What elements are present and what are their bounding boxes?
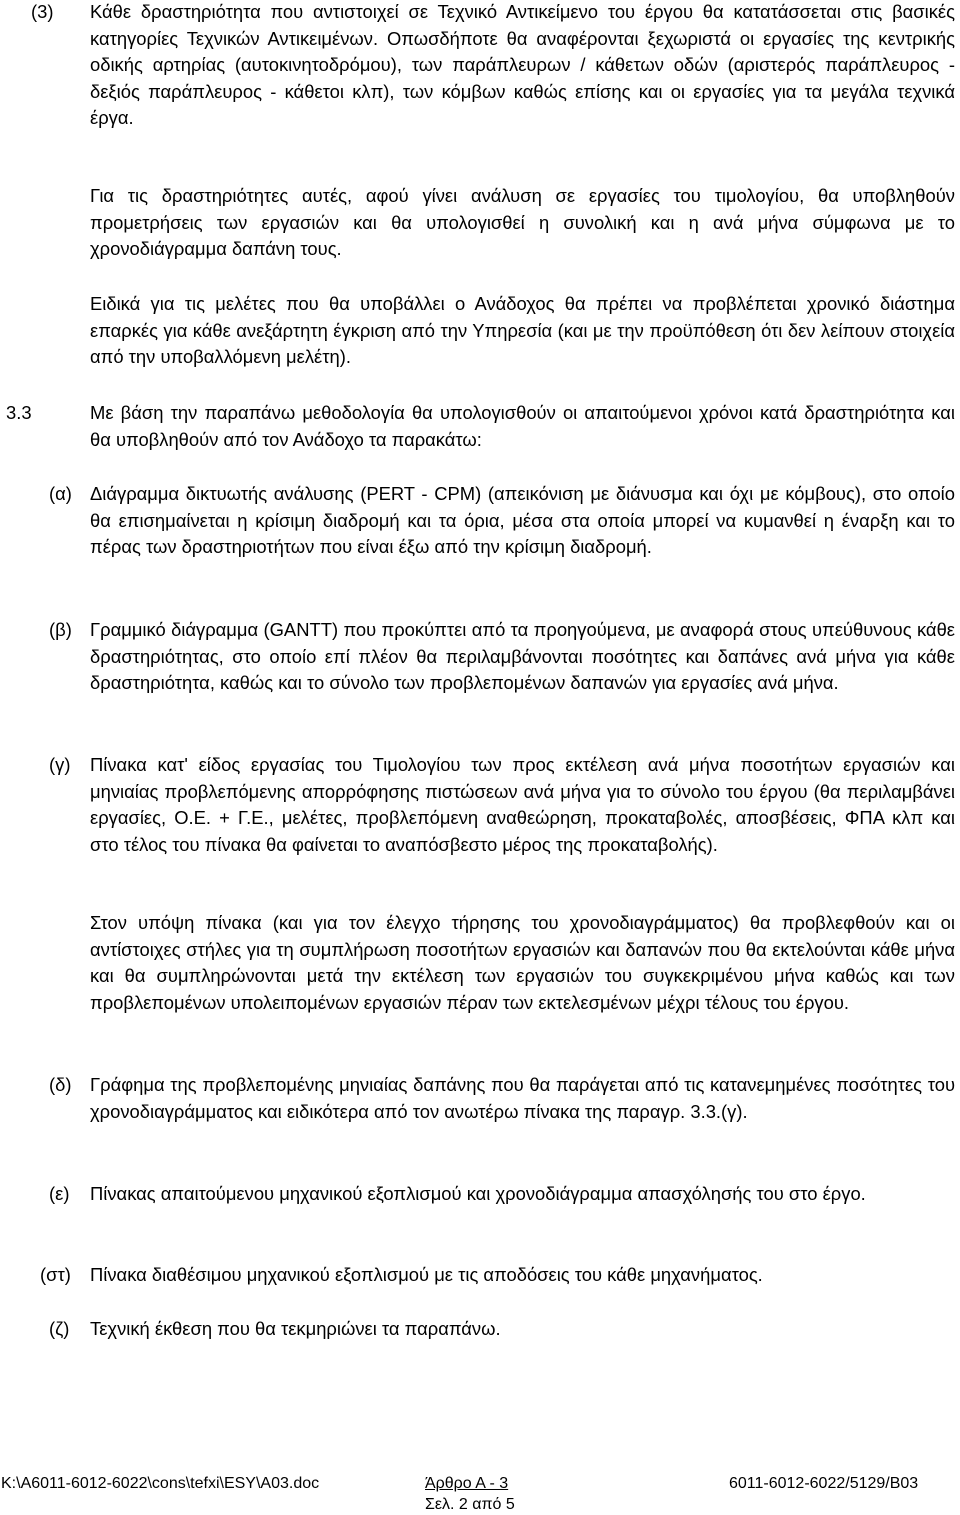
footer-file-path: K:\A6011-6012-6022\cons\tefxi\ESY\A03.doc (1, 1475, 320, 1492)
item-label: (α) (49, 483, 72, 504)
item-label: (στ) (40, 1264, 71, 1285)
item-text: Διάγραμμα δικτυωτής ανάλυσης (PERT - CPM) (απεικόνιση με διάνυσμα και όχι με κόμβους), στο οποίο θα επισημαίνεται η κρίσιμη διαδρομή και τα όρια, μέσα στα οποία μπορεί να κυμανθεί η έναρξη και το πέρας των δραστηριοτήτων που είναι έξω από την κρίσιμη διαδρομή. (90, 483, 955, 557)
item-text: Γραμμικό διάγραμμα (GANTT) που προκύπτει από τα προηγούμενα, με αναφορά στους υπεύθυνους κάθε δραστηριότητας, στο οποίο επί πλέον θα περιλαμβάνονται ποσότητες και δαπάνες ανά μήνα για κάθε δραστηριότητα, καθώς και το σύνολο των προβλεπομένων δαπανών για εργασίες ανά μήνα. (90, 619, 955, 693)
item-label: (3) (31, 1, 54, 22)
footer-page-number: Σελ. 2 από 5 (425, 1496, 515, 1513)
paragraph: Για τις δραστηριότητες αυτές, αφού γίνει ανάλυση σε εργασίες του τιμολογίου, θα υποβληθούν προμετρήσεις των εργασιών και θα υπολογισθεί η συνολική και η ανά μήνα σύμφωνα με το χρονοδιάγραμμα δαπάνη τους. (90, 185, 955, 259)
item-text: Γράφημα της προβλεπομένης μηνιαίας δαπάνης που θα παράγεται από τις κατανεμημένες ποσότητες του χρονοδιαγράμματος και ειδικότερα από τον ανωτέρω πίνακα της παραγρ. 3.3.(γ). (90, 1074, 955, 1122)
paragraph: Στον υπόψη πίνακα (και για τον έλεγχο τήρησης του χρονοδιαγράμματος) θα προβλεφθούν και οι αντίστοιχες στήλες για τη συμπλήρωση ποσοτήτων εργασιών και δαπανών που θα εκτελούνται κάθε μήνα και θα συμπληρώνονται μετά την εκτέλεση των εργασιών του συγκεκριμένου μήνα καθώς και των προβλεπομένων υπολειπομένων εργασιών πέραν των εκτελεσμένων μέχρι τέλους του έργου. (90, 912, 955, 1013)
item-text: Πίνακα κατ' είδος εργασίας του Τιμολογίου των προς εκτέλεση ανά μήνα ποσοτήτων εργασιών και μηνιαίας προβλεπόμενης απορρόφησης πιστώσεων ανά μήνα για το σύνολο του έργου (θα περιλαμβάνει εργασίες, Ο.Ε. + Γ.Ε., μελέτες, προβλεπόμενη αναθεώρηση, προκαταβολές, αποσβέσεις, ΦΠΑ κλπ και στο τέλος του πίνακα θα φαίνεται το αναπόσβεστο μέρος της προκαταβολής). (90, 754, 955, 855)
item-text: Πίνακας απαιτούμενου μηχανικού εξοπλισμού και χρονοδιάγραμμα απασχόλησής του στο έργο. (90, 1183, 866, 1204)
section-number: 3.3 (6, 402, 32, 423)
item-label: (γ) (49, 754, 71, 775)
item-label: (δ) (49, 1074, 72, 1095)
item-text: Τεχνική έκθεση που θα τεκμηριώνει τα παραπάνω. (90, 1318, 501, 1339)
item-label: (β) (49, 619, 72, 640)
footer-article: Άρθρο Α - 3 (425, 1475, 509, 1492)
item-label: (ζ) (49, 1318, 70, 1339)
footer-code: 6011-6012-6022/5129/Β03 (729, 1475, 919, 1492)
item-label: (ε) (49, 1183, 70, 1204)
item-text: Με βάση την παραπάνω μεθοδολογία θα υπολογισθούν οι απαιτούμενοι χρόνοι κατά δραστηριότητα και θα υποβληθούν από τον Ανάδοχο τα παρακάτω: (90, 402, 955, 450)
paragraph: Ειδικά για τις μελέτες που θα υποβάλλει ο Ανάδοχος θα πρέπει να προβλέπεται χρονικό διάστημα επαρκές για κάθε ανεξάρτητη έγκριση από την Υπηρεσία (και με την προϋπόθεση ότι δεν λείπουν στοιχεία από την υποβαλλόμενη μελέτη). (90, 293, 955, 367)
item-text: Κάθε δραστηριότητα που αντιστοιχεί σε Τεχνικό Αντικείμενο του έργου θα κατατάσσεται στις βασικές κατηγορίες Τεχνικών Αντικειμένων. Οπωσδήποτε θα αναφέρονται ξεχωριστά οι εργασίες της κεντρικής οδικής αρτηρίας (αυτοκινητοδρόμου), των παράπλευρων / κάθετων οδών (αριστερός παράπλευρος - δεξιός παράπλευρος - κάθετοι κλπ), των κόμβων καθώς επίσης και οι εργασίες για τα μεγάλα τεχνικά έργα. (90, 1, 955, 128)
item-text: Πίνακα διαθέσιμου μηχανικού εξοπλισμού με τις αποδόσεις του κάθε μηχανήματος. (90, 1264, 763, 1285)
